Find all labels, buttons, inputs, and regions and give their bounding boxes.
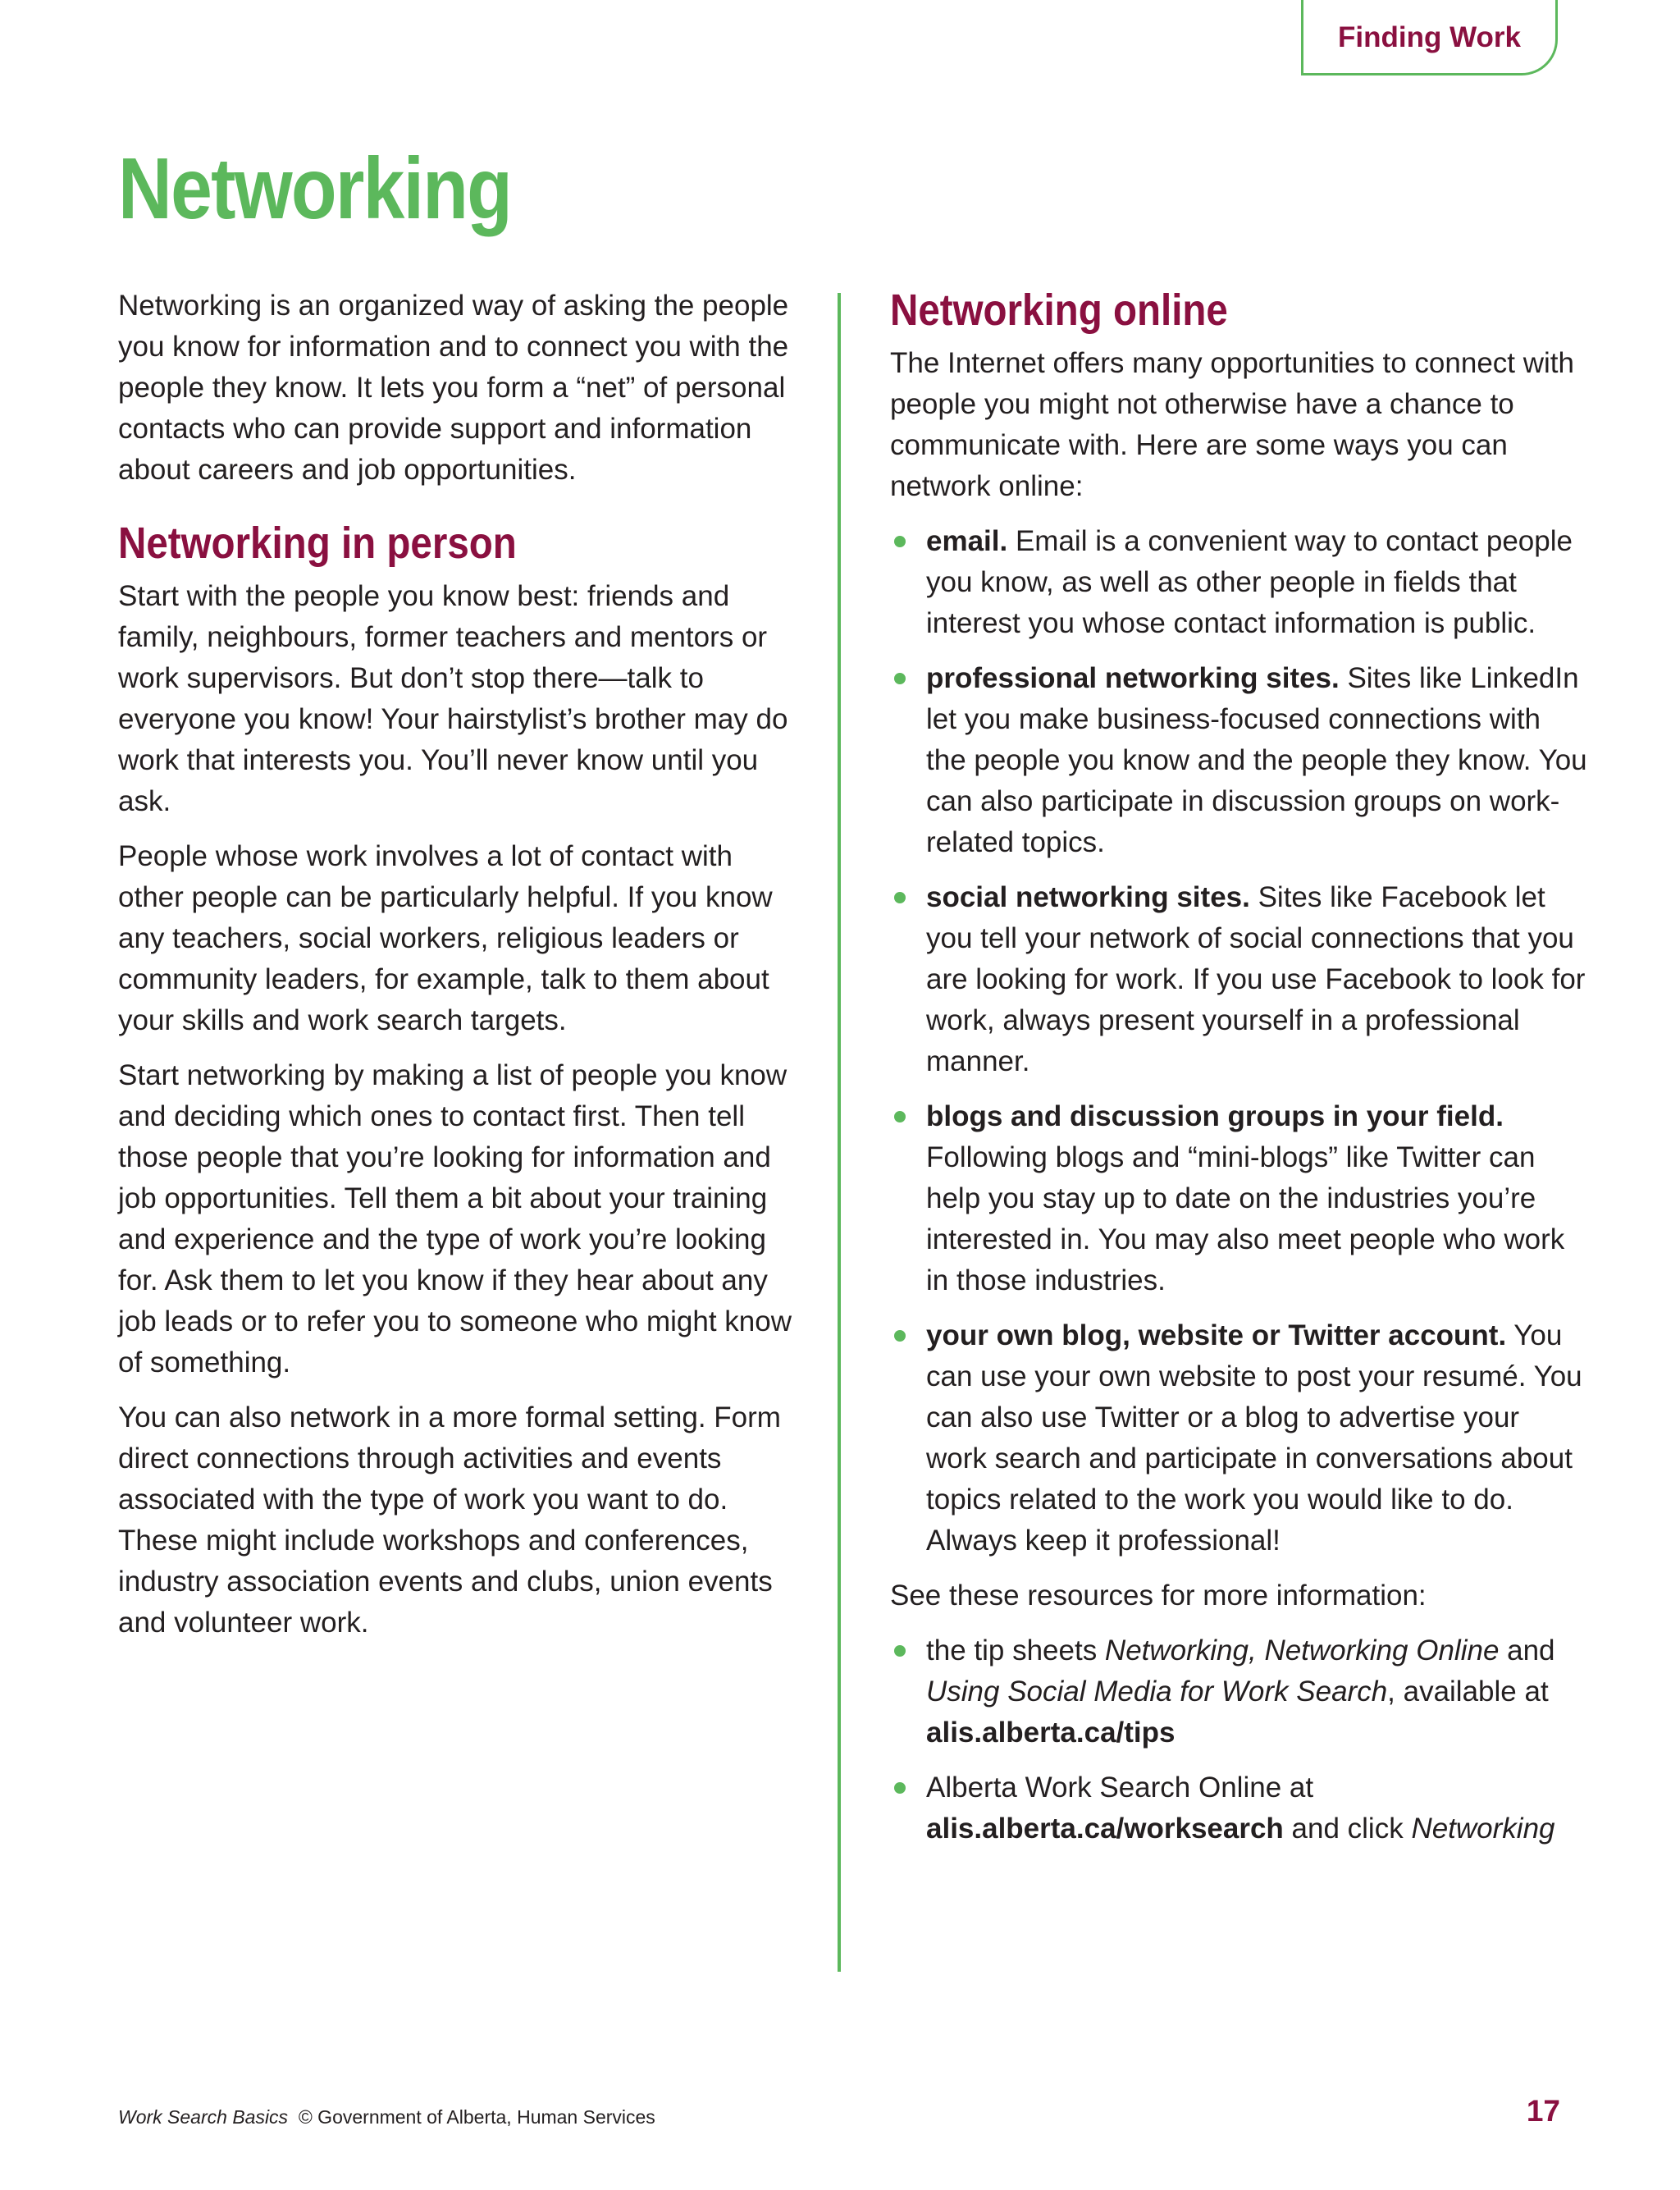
bullet-icon (894, 536, 906, 547)
bullet-icon (894, 1645, 906, 1657)
bullet-term: your own blog, website or Twitter account. (926, 1319, 1507, 1351)
footer-doc-title: Work Search Basics (118, 2106, 289, 2128)
page-footer (118, 2106, 655, 2128)
online-ways-list (890, 521, 1587, 1561)
bullet-term: blogs and discussion groups in your field. (926, 1100, 1504, 1132)
resource-text: and click (1283, 1813, 1412, 1845)
bullet-term: social networking sites. (926, 881, 1250, 913)
section-heading-in-person: Networking in person (118, 519, 517, 568)
list-item (890, 1096, 1587, 1301)
section-tab (1301, 0, 1558, 75)
page-number: 17 (1526, 2094, 1560, 2128)
intro-paragraph: The Internet offers many opportunities to connect with people you might not otherwise have a chance to communicate with. Here are some ways you can network online: (890, 347, 1574, 502)
intro-paragraph: Networking is an organized way of asking the people you know for information and to connect you with the people they know. It lets you form a “net” of personal contacts who can provide support and information about careers and job opportunities. (118, 290, 789, 486)
resource-title: Using Social Media for Work Search (926, 1676, 1388, 1708)
bullet-term: email. (926, 525, 1008, 557)
bullet-text: Sites like Facebook let you tell your network of social connections that you are looking for work. If you use Facebook to look for work, always present yourself in a professional manner. (926, 881, 1586, 1077)
resource-text: , available at (1387, 1676, 1549, 1708)
list-item (890, 877, 1587, 1082)
bullet-icon (894, 1111, 906, 1122)
paragraph: You can also network in a more formal setting. Form direct connections through activities and events associated with the type of work you want to do. These might include workshops and conferences, industry association events and clubs, union events and volunteer work. (118, 1401, 781, 1639)
bullet-text: Following blogs and “mini-blogs” like Twitter can help you stay up to date on the industries you’re interested in. You may also meet people who work in those industries. (926, 1141, 1565, 1296)
section-heading-online: Networking online (890, 286, 1228, 335)
footer-copyright: © Government of Alberta, Human Services (298, 2106, 655, 2128)
list-item (890, 1315, 1587, 1561)
left-column (118, 286, 799, 1657)
bullet-icon (894, 1330, 906, 1342)
bullet-icon (894, 1782, 906, 1794)
resources-intro: See these resources for more information: (890, 1580, 1427, 1612)
resource-title: Networking, Networking Online (1104, 1634, 1500, 1667)
list-item (890, 521, 1587, 644)
bullet-text: Sites like LinkedIn let you make business-focused connections with the people you know and the people they know. You can also participate in discussion groups on work-related topics. (926, 662, 1587, 858)
column-divider (838, 293, 841, 1972)
bullet-icon (894, 673, 906, 684)
section-tab-label: Finding Work (1338, 21, 1521, 53)
page-title: Networking (118, 140, 512, 237)
bullet-text: You can use your own website to post your resumé. You can also use Twitter or a blog to advertise your work search and participate in conversations about topics related to the work you would like to do. Always keep it professional! (926, 1319, 1582, 1557)
resource-title: Networking (1411, 1813, 1555, 1845)
resource-link[interactable]: alis.alberta.ca/worksearch (926, 1813, 1284, 1845)
list-item (890, 658, 1587, 863)
resource-text: Alberta Work Search Online at (926, 1772, 1314, 1804)
paragraph: Start with the people you know best: friends and family, neighbours, former teachers and mentors or work supervisors. But don’t stop there—talk to everyone you know! Your hairstylist’s brother may do work that interests you. You’ll never know until you ask. (118, 580, 788, 817)
right-column (890, 284, 1587, 1863)
resources-list (890, 1630, 1587, 1849)
bullet-text: Email is a convenient way to contact people you know, as well as other people in fields that interest you whose contact information is public. (926, 525, 1573, 639)
list-item (890, 1630, 1587, 1753)
resource-text: the tip sheets (926, 1634, 1105, 1667)
bullet-icon (894, 892, 906, 903)
resource-link[interactable]: alis.alberta.ca/tips (926, 1717, 1176, 1749)
paragraph: Start networking by making a list of people you know and deciding which ones to contact first. Then tell those people that you’re looking for information and job opportunities. Tell them a bit about your training and experience and the type of work you’re looking for. Ask them to let you know if they hear about any job leads or to refer you to someone who might know of something. (118, 1059, 792, 1378)
bullet-term: professional networking sites. (926, 662, 1340, 694)
list-item (890, 1767, 1587, 1849)
resource-text: and (1499, 1634, 1555, 1667)
paragraph: People whose work involves a lot of contact with other people can be particularly helpful. If you know any teachers, social workers, religious leaders or community leaders, for example, talk to them about your skills and work search targets. (118, 840, 773, 1036)
